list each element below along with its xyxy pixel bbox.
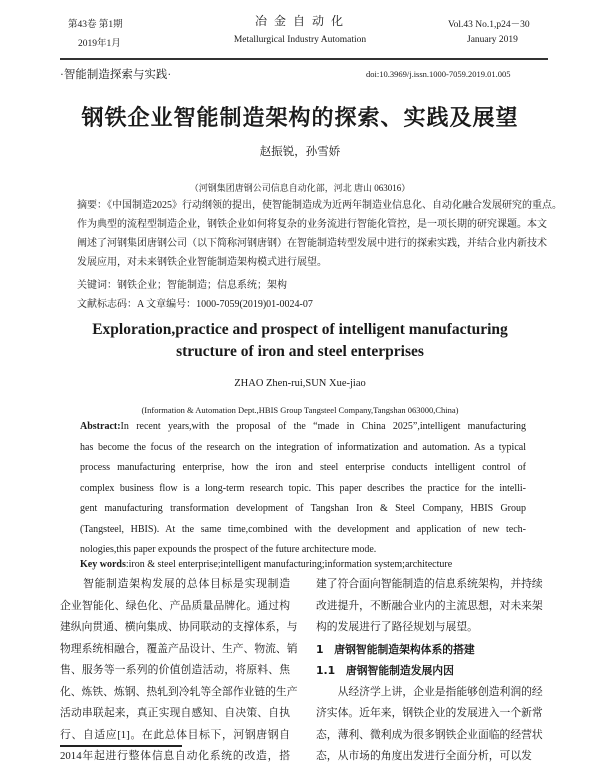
abstract-cn-line: 发展应用，对未来钢铁企业智能制造架构模式进行展望。 bbox=[77, 257, 327, 268]
abstract-en-line: process manufacturing enterprise, how the iron and steel enterprise conducts intelligent control of bbox=[80, 462, 526, 473]
abstract-en-line bbox=[80, 421, 526, 433]
abstract-en-line: nologies,this paper expounds the prospect of the future architecture mode. bbox=[80, 544, 377, 555]
section-heading-1: 1 唐钢智能制造架构体系的搭建 bbox=[316, 642, 475, 656]
article-codes-cn: 文献标志码：A 文章编号：1000-7059(2019)01-0024-07 bbox=[77, 299, 313, 310]
body-paragraph-line: 企业智能化、绿色化、产品质量品牌化。通过构 bbox=[60, 599, 290, 612]
title-en-line-2: structure of iron and steel enterprises bbox=[176, 343, 424, 360]
body-paragraph-line: 改进提升，不断融合业内的主流思想，对未来架 bbox=[316, 599, 543, 612]
body-paragraph-line: 济实体。近年来，钢铁企业的发展进入一个新常 bbox=[316, 707, 543, 719]
footnote-rule bbox=[60, 745, 182, 747]
body-paragraph-line: 2014年起进行整体信息自动化系统的改造，搭 bbox=[60, 750, 290, 762]
journal-name-en: Metallurgical Industry Automation bbox=[233, 35, 367, 45]
body-paragraph-line: 行、自适应[1]。在此总体目标下，河钢唐钢自 bbox=[60, 728, 290, 741]
date-cn: 2019年1月 bbox=[78, 39, 121, 49]
abstract-en-line: gent manufacturing transformation development of Tangshan Iron & Steel Company, HBIS Group bbox=[80, 503, 526, 514]
date-en: January 2019 bbox=[467, 35, 518, 45]
journal-name-cn: 冶 金 自 动 化 bbox=[254, 14, 345, 28]
abstract-cn-line: 作为典型的流程型制造企业，钢铁企业如何将复杂的业务流进行智能化管控，是一项长期的研究课题。本文 bbox=[77, 219, 547, 230]
volume-pages-en: Vol.43 No.1,p24－30 bbox=[448, 20, 530, 30]
body-paragraph-line: 态，从市场的角度出发进行全面分析，可以发 bbox=[316, 750, 532, 762]
body-paragraph-line: 构的发展进行了路径规划与展望。 bbox=[316, 621, 478, 633]
body-paragraph-line: 建了符合面向智能制造的信息系统架构，并持续 bbox=[316, 578, 543, 590]
keywords-en-label: Key words bbox=[80, 559, 126, 570]
section-heading-1-1: 1.1 唐钢智能制造发展内因 bbox=[316, 664, 454, 677]
body-paragraph-line: 化、炼铁、炼钢、热轧到冷轧等全部作业链的生产 bbox=[60, 685, 298, 698]
abstract-en-line: complex business flow is a long-term research topic. This paper describes the practice for the intelli- bbox=[80, 482, 526, 494]
body-paragraph-line: 物理系统相融合，覆盖产品设计、生产、物流、销 bbox=[60, 642, 298, 655]
abstract-cn-line: 阐述了河钢集团唐钢公司（以下简称河钢唐钢）在智能制造转型发展中进行的探索实践，并结合业内新技术 bbox=[77, 238, 547, 249]
title-en-line-1: Exploration,practice and prospect of intelligent manufacturing bbox=[92, 321, 508, 338]
volume-issue-cn: 第43卷 第1期 bbox=[68, 20, 123, 30]
header-rule bbox=[60, 58, 548, 60]
keywords-cn: 关键词：钢铁企业；智能制造；信息系统；架构 bbox=[77, 280, 287, 291]
affiliation-en: (Information & Automation Dept.,HBIS Group Tangsteel Company,Tangshan 063000,China) bbox=[141, 405, 459, 415]
keywords-en-text: :iron & steel enterprise;intelligent manufacturing;information system;architecture bbox=[125, 559, 453, 570]
doi: doi:10.3969/j.issn.1000-7059.2019.01.005 bbox=[366, 69, 511, 79]
abstract-en-line: has become the focus of the research on the integration of informatization and automation. As a typical bbox=[80, 441, 526, 453]
abstract-cn-line: 摘要：《中国制造2025》行动纲领的提出，使智能制造成为近两年制造业信息化、自动化融合发展研究的重点。 bbox=[77, 200, 562, 211]
authors-cn: 赵振锐，孙雪娇 bbox=[259, 146, 341, 158]
body-paragraph-line: 建纵向贯通、横向集成、协同联动的支撑体系，与 bbox=[60, 621, 298, 633]
section-label: ·智能制造探索与实践· bbox=[60, 69, 172, 81]
body-paragraph-line: 售、服务等一系列的价值创造活动，将原料、焦 bbox=[60, 664, 290, 676]
abstract-en-line: (Tangsteel, HBIS). At the same time,combined with the development and application of new tech- bbox=[80, 523, 526, 535]
body-paragraph-line: 态，薄利、微利成为很多钢铁企业面临的经营状 bbox=[316, 728, 543, 741]
body-paragraph-line: 活动串联起来，真正实现自感知、自决策、自执 bbox=[60, 707, 290, 719]
abstract-en-label: Abstract: bbox=[80, 421, 121, 432]
body-paragraph-line: 从经济学上讲，企业是指能够创造利润的经 bbox=[316, 685, 543, 698]
affiliation-cn: （河钢集团唐钢公司信息自动化部，河北 唐山 063016） bbox=[189, 183, 411, 193]
title-cn: 钢铁企业智能制造架构的探索、实践及展望 bbox=[81, 106, 519, 131]
body-paragraph-line: 智能制造架构发展的总体目标是实现制造 bbox=[60, 578, 290, 590]
abstract-en-text: In recent years,with the proposal of the “made in China 2025”,intelligent manufacturing bbox=[120, 421, 526, 432]
keywords-en bbox=[80, 559, 526, 571]
authors-en: ZHAO Zhen-rui,SUN Xue-jiao bbox=[234, 378, 366, 389]
